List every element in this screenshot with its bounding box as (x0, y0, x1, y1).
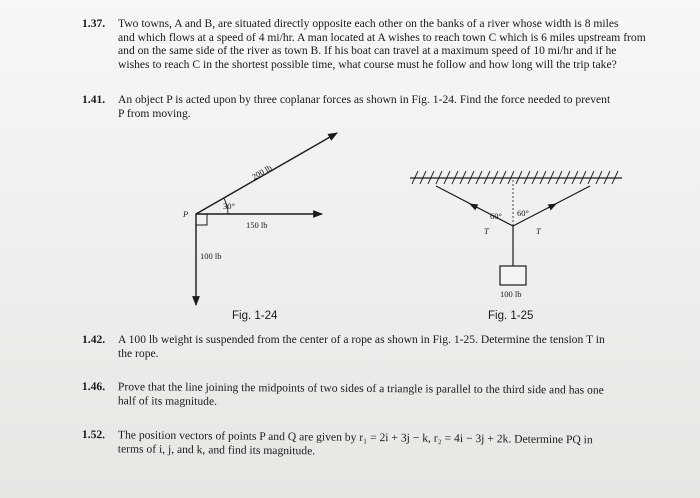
problem-line: half of its magnitude. (117, 393, 218, 408)
force-200-label: 200 lb (250, 162, 274, 182)
problem-line: An object P is acted upon by three coplanar forces as shown in Fig. 1-24. Find the force needed to prevent (118, 93, 611, 106)
point-p-label: P (183, 209, 189, 219)
figure-1-24-caption: Fig. 1-24 (232, 310, 278, 322)
force-150-label: 150 lb (246, 220, 268, 230)
tension-right-label: T (536, 226, 541, 236)
angle-left-label: 60° (490, 211, 502, 221)
problem-text (118, 380, 670, 411)
problem-line: The position vectors of points P and Q are given by r₁ = 2i + 3j − k, r₂ = 4i − 3j + 2k. Determine PQ in (117, 428, 593, 447)
problem-line: Prove that the line joining the midpoints of two sides of a triangle is parallel to the third side and has one (117, 380, 604, 397)
problem-line: and which flows at a speed of 4 mi/hr. A man located at A wishes to reach town C which is 6 miles upstream from (118, 30, 646, 44)
tension-right-arrow (548, 204, 556, 208)
problem-line: and on the same side of the river as town B. If his boat can travel at a maximum speed of 10 mi/hr and if he (118, 44, 617, 57)
problem-number: 1.46. (81, 380, 106, 394)
problem-line: wishes to reach C in the shortest possible time, what course must he follow and how long will the trip take? (118, 57, 617, 71)
problem-number: 1.42. (82, 333, 106, 346)
figure-1-25 (410, 171, 622, 299)
right-angle-mark (196, 214, 207, 225)
problem-line: the rope. (118, 346, 159, 360)
problem-text (118, 428, 670, 461)
angle-right-label: 60° (517, 208, 529, 218)
problem-line: P from moving. (118, 106, 191, 120)
angle-30-label: 30° (223, 201, 235, 211)
weight-label: 100 lb (500, 289, 522, 299)
weight-block (500, 266, 526, 285)
tension-left-label: T (484, 226, 489, 236)
problem-number: 1.52. (81, 428, 106, 442)
problem-number: 1.41. (82, 93, 106, 106)
problem-line: A 100 lb weight is suspended from the center of a rope as shown in Fig. 1-25. Determine the tension T in (118, 333, 605, 346)
problem-text (118, 333, 670, 360)
problem-line: Two towns, A and B, are situated directly opposite each other on the banks of a river whose width is 8 miles (118, 17, 619, 30)
figure-1-24 (182, 133, 337, 305)
problem-line: terms of i, j, and k, and find its magnitude. (117, 441, 316, 457)
figure-1-25-caption: Fig. 1-25 (488, 310, 534, 322)
problem-number: 1.37. (82, 17, 106, 30)
tension-left-arrow (470, 204, 478, 208)
force-100-label: 100 lb (200, 251, 222, 261)
